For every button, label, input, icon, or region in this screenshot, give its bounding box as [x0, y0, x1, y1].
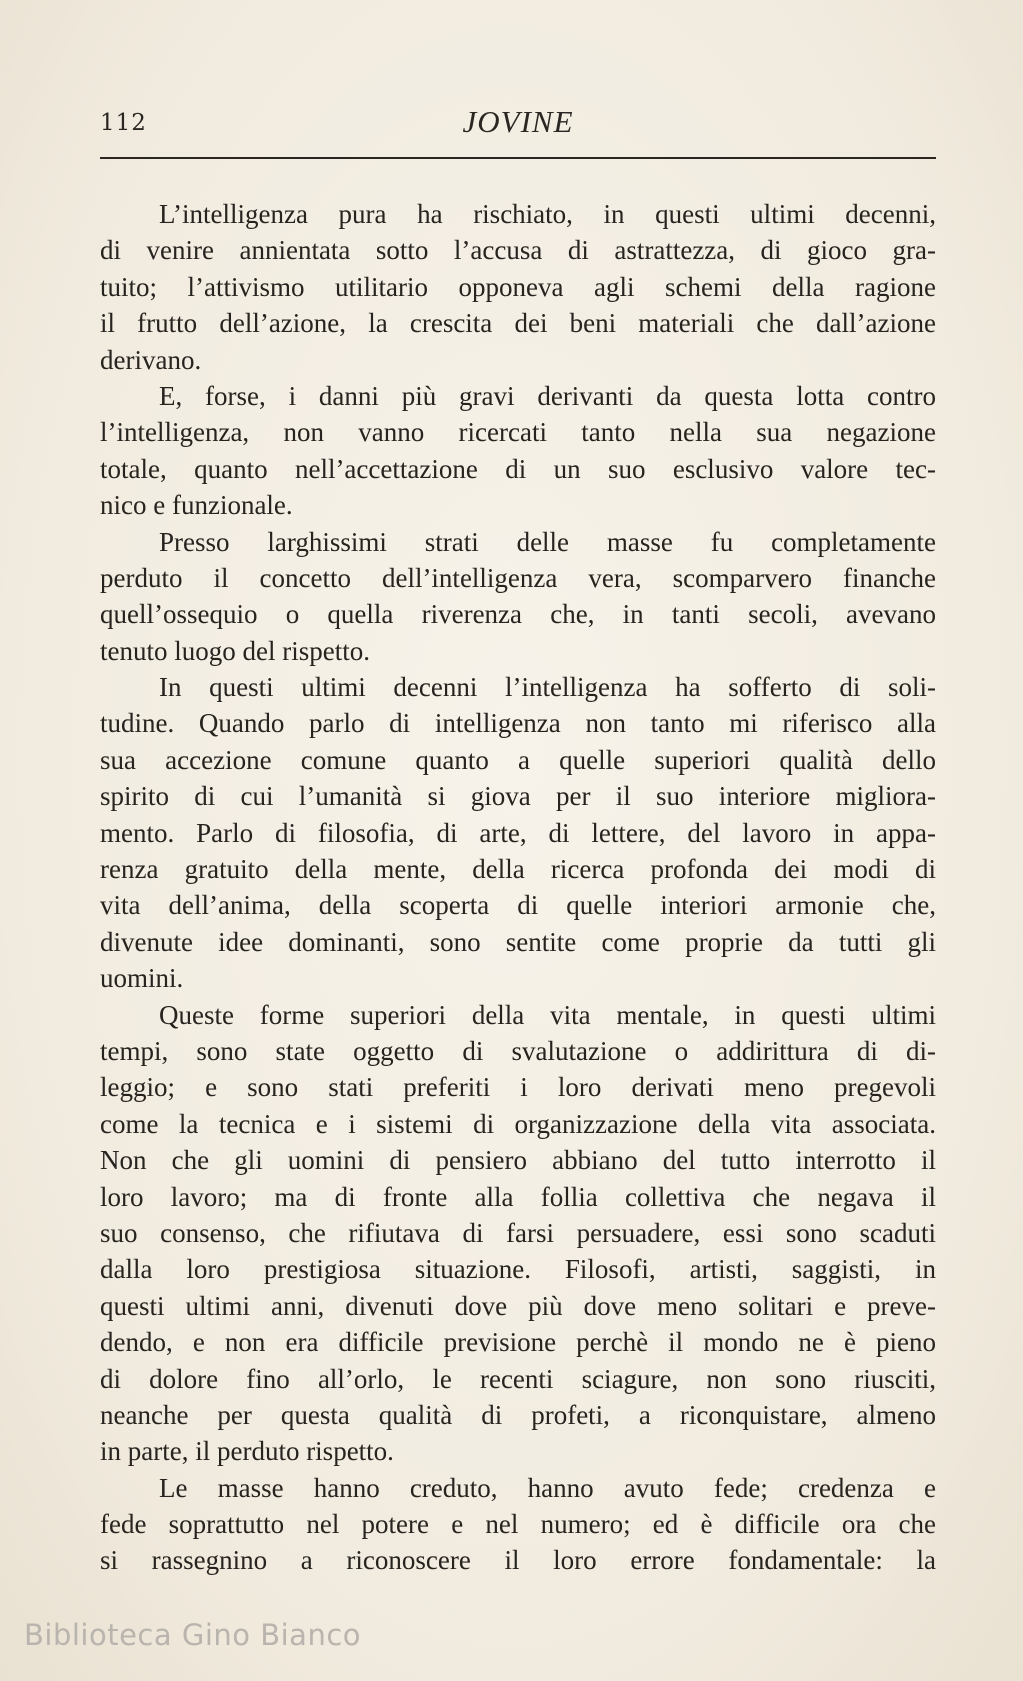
text-line: suo consenso, che rifiutava di farsi persuadere, essi sono scaduti — [100, 1217, 936, 1248]
text-line: leggio; e sono stati preferiti i loro derivati meno pregevoli — [100, 1072, 936, 1103]
body-text — [100, 196, 936, 1579]
text-line: dendo, e non era difficile previsione perchè il mondo ne è pieno — [100, 1327, 936, 1358]
running-title: JOVINE — [462, 104, 574, 139]
page-number: 112 — [100, 110, 147, 136]
page-header — [100, 100, 936, 160]
text-line: Non che gli uomini di pensiero abbiano del tutto interrotto il — [100, 1145, 936, 1176]
text-line: mento. Parlo di filosofia, di arte, di lettere, del lavoro in appa- — [100, 817, 936, 848]
text-line: Queste forme superiori della vita mentale, in questi ultimi — [159, 999, 936, 1030]
text-line: renza gratuito della mente, della ricerca profonda dei modi di — [100, 854, 936, 885]
text-line: tudine. Quando parlo di intelligenza non tanto mi riferisco alla — [100, 708, 936, 739]
text-line: tenuto luogo del rispetto. — [100, 635, 370, 666]
text-line: divenute idee dominanti, sono sentite come proprie da tutti gli — [100, 926, 936, 957]
paragraph — [100, 378, 936, 524]
text-line: loro lavoro; ma di fronte alla follia collettiva che negava il — [100, 1181, 936, 1212]
text-line: il frutto dell’azione, la crescita dei beni materiali che dall’azione — [100, 308, 936, 339]
text-line: di venire annientata sotto l’accusa di astrattezza, di gioco gra- — [100, 235, 936, 266]
text-line: di dolore fino all’orlo, le recenti sciagure, non sono riusciti, — [100, 1363, 936, 1394]
text-line: In questi ultimi decenni l’intelligenza ha sofferto di soli- — [159, 672, 936, 703]
text-line: nico e funzionale. — [100, 490, 293, 521]
text-line: si rassegnino a riconoscere il loro errore fondamentale: la — [100, 1545, 936, 1576]
text-line: uomini. — [100, 963, 184, 994]
text-line: questi ultimi anni, divenuti dove più dove meno solitari e preve- — [100, 1290, 936, 1321]
paragraph — [100, 524, 936, 670]
text-line: vita dell’anima, della scoperta di quelle interiori armonie che, — [100, 890, 936, 921]
text-line: tempi, sono state oggetto di svalutazione o addirittura di di- — [100, 1035, 936, 1066]
text-line: Presso larghissimi strati delle masse fu completamente — [159, 526, 936, 557]
paragraph — [100, 1470, 936, 1579]
paragraph — [100, 997, 936, 1470]
text-line: L’intelligenza pura ha rischiato, in questi ultimi decenni, — [159, 199, 936, 229]
text-line: E, forse, i danni più gravi derivanti da questa lotta contro — [159, 380, 936, 411]
text-line: neanche per questa qualità di profeti, a riconquistare, almeno — [100, 1399, 936, 1430]
library-watermark: Biblioteca Gino Bianco — [24, 1618, 362, 1652]
text-line: totale, quanto nell’accettazione di un suo esclusivo valore tec- — [100, 453, 936, 484]
text-line: derivano. — [100, 344, 202, 375]
text-line: spirito di cui l’umanità si giova per il suo interiore migliora- — [100, 781, 936, 812]
text-line: quell’ossequio o quella riverenza che, in tanti secoli, avevano — [100, 599, 936, 630]
text-line: l’intelligenza, non vanno ricercati tanto nella sua negazione — [100, 417, 936, 448]
text-line: sua accezione comune quanto a quelle superiori qualità dello — [100, 744, 936, 775]
text-line: fede soprattutto nel potere e nel numero; ed è difficile ora che — [100, 1509, 936, 1540]
header-rule — [100, 157, 936, 159]
text-line: dalla loro prestigiosa situazione. Filosofi, artisti, saggisti, in — [100, 1254, 936, 1285]
paragraph — [100, 669, 936, 997]
paragraph — [100, 196, 936, 378]
text-line: in parte, il perduto rispetto. — [100, 1436, 394, 1467]
text-line: perduto il concetto dell’intelligenza vera, scomparvero finanche — [100, 562, 936, 593]
text-line: tuito; l’attivismo utilitario opponeva agli schemi della ragione — [100, 271, 936, 302]
text-line: come la tecnica e i sistemi di organizzazione della vita associata. — [100, 1108, 936, 1139]
text-line: Le masse hanno creduto, hanno avuto fede; credenza e — [159, 1472, 936, 1503]
